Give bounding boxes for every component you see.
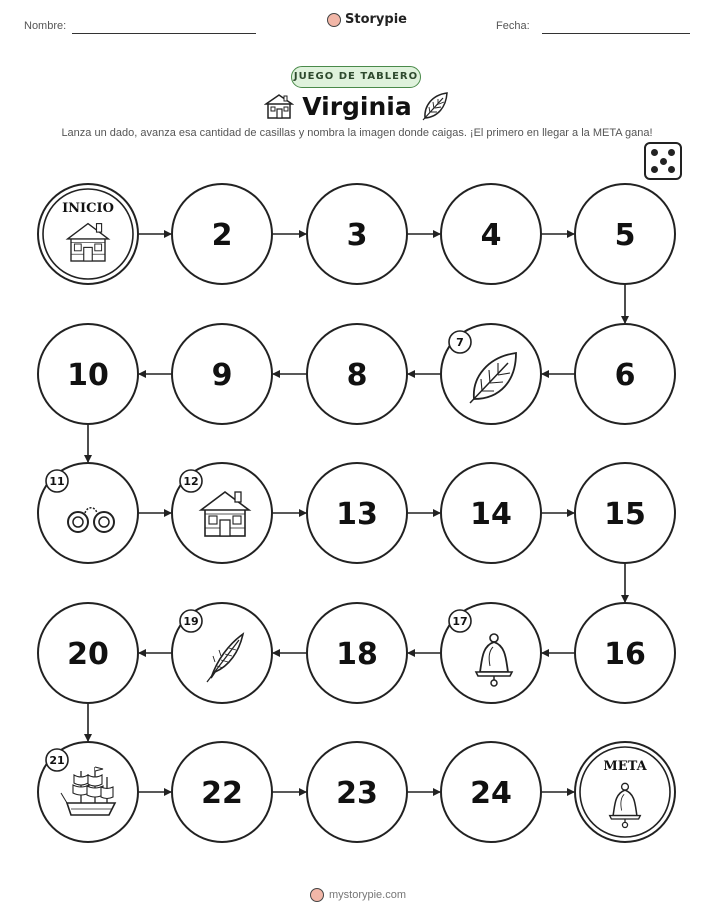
board-squares — [38, 184, 675, 842]
storypie-logo-icon — [310, 888, 324, 902]
svg-text:19: 19 — [183, 615, 199, 628]
svg-text:12: 12 — [183, 475, 199, 488]
picture-square[interactable] — [172, 603, 272, 703]
number-square[interactable] — [441, 742, 541, 842]
number-square[interactable] — [172, 742, 272, 842]
picture-square[interactable] — [38, 742, 138, 842]
number-square[interactable] — [307, 324, 407, 424]
square-number-badge — [46, 470, 68, 492]
square-number: 20 — [67, 637, 109, 672]
picture-square[interactable] — [172, 463, 272, 563]
square-number: 22 — [201, 776, 243, 811]
square-number: 24 — [470, 776, 512, 811]
square-number: 10 — [67, 358, 109, 393]
finish-square[interactable] — [575, 742, 675, 842]
svg-text:21: 21 — [49, 754, 65, 767]
square-number: 23 — [336, 776, 378, 811]
number-square[interactable] — [307, 184, 407, 284]
square-number: 16 — [604, 637, 646, 672]
square-number-badge — [449, 610, 471, 632]
svg-text:17: 17 — [452, 615, 468, 628]
brand-name: Storypie — [345, 12, 407, 27]
instructions: Lanza un dado, avanza esa cantidad de casillas y nombra la imagen donde caigas. ¡El primero en llegar a la META gana! — [61, 127, 653, 139]
square-number: 15 — [604, 497, 646, 532]
picture-square[interactable] — [38, 463, 138, 563]
footer — [310, 888, 406, 902]
footer-url[interactable]: mystorypie.com — [329, 889, 407, 901]
number-square[interactable] — [172, 184, 272, 284]
start-square[interactable] — [38, 184, 138, 284]
svg-text:11: 11 — [49, 475, 65, 488]
picture-square[interactable] — [441, 324, 541, 424]
number-square[interactable] — [307, 463, 407, 563]
date-label: Fecha: — [496, 20, 530, 32]
square-number-badge — [180, 610, 202, 632]
number-square[interactable] — [172, 324, 272, 424]
start-label: INICIO — [62, 201, 114, 216]
number-square[interactable] — [575, 324, 675, 424]
square-number: 3 — [346, 218, 368, 253]
square-number: 13 — [336, 497, 378, 532]
square-number: 5 — [614, 218, 636, 253]
square-number: 18 — [336, 637, 378, 672]
number-square[interactable] — [307, 603, 407, 703]
number-square[interactable] — [38, 324, 138, 424]
square-number-badge — [449, 331, 471, 353]
square-number: 4 — [480, 218, 502, 253]
name-label: Nombre: — [24, 20, 67, 32]
picture-square[interactable] — [441, 603, 541, 703]
square-number-badge — [46, 749, 68, 771]
number-square[interactable] — [441, 463, 541, 563]
game-type-badge: JUEGO DE TABLERO — [291, 66, 421, 88]
square-number: 2 — [211, 218, 233, 253]
square-number: 6 — [614, 358, 636, 393]
number-square[interactable] — [38, 603, 138, 703]
square-number: 9 — [211, 358, 233, 393]
square-number: 8 — [346, 358, 368, 393]
number-square[interactable] — [575, 603, 675, 703]
number-square[interactable] — [575, 463, 675, 563]
svg-text:7: 7 — [456, 336, 464, 349]
finish-label: META — [603, 759, 647, 774]
square-number-badge — [180, 470, 202, 492]
page-title: Virginia — [302, 92, 412, 121]
number-square[interactable] — [441, 184, 541, 284]
square-number: 14 — [470, 497, 512, 532]
number-square[interactable] — [575, 184, 675, 284]
number-square[interactable] — [307, 742, 407, 842]
